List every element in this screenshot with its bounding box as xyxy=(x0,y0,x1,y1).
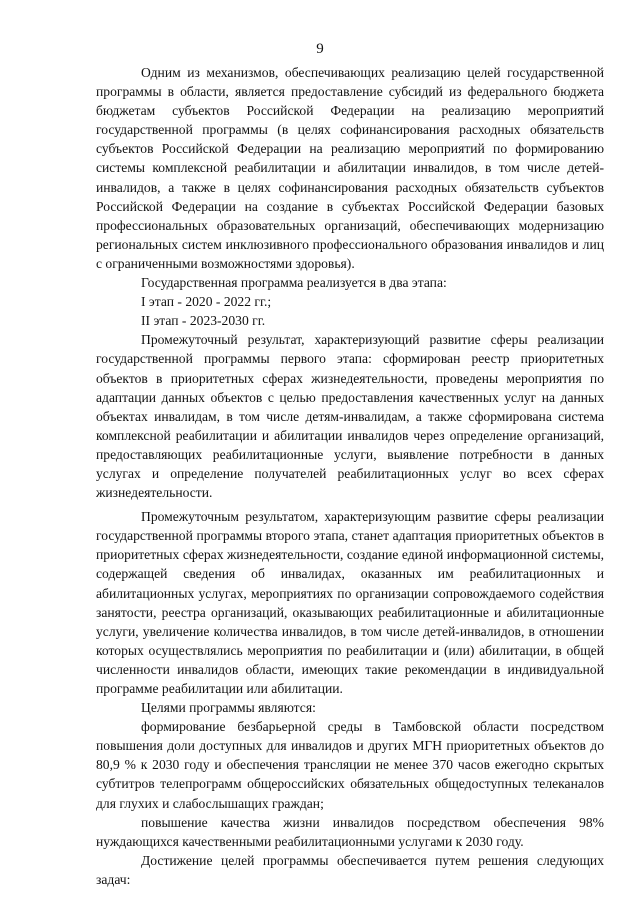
paragraph-tasks-intro: Достижение целей программы обеспечивается путем решения следующих задач: xyxy=(96,852,604,887)
paragraph-second-stage-result: Промежуточным результатом, характеризующим развитие сферы реализации государственной программы второго этапа, станет адаптация приоритетных объектов в приоритетных сферах жизнедеятельности, создание единой информационной системы, содержащей сведения об инвалидах, оказанных им реабилитационных и абилитационных услугах, мероприятиях по организации сопровождаемого содействия занятости, реестра организаций, оказывающих реабилитационные и абилитационные услуги, увеличение количества инвалидов, в том числе детей-инвалидов, в отношении которых осуществлялись мероприятия по реабилитации и (или) абилитации, в общей численности инвалидов области, имеющих такие рекомендации в индивидуальной программе реабилитации или абилитации. xyxy=(96,509,604,696)
stage-one: I этап - 2020 - 2022 гг.; xyxy=(141,294,272,310)
paragraph-goals-intro: Целями программы являются: xyxy=(141,700,316,716)
goal-item-barrier-free: формирование безбарьерной среды в Тамбовской области посредством повышения доли доступных для инвалидов и других МГН приоритетных объектов до 80,9 % к 2030 году и обеспечения трансляции не менее 370 часов ежегодно скрытых субтитров телепрограмм общероссийских обязательных общедоступных телеканалов для глухих и слабослышащих граждан; xyxy=(96,719,604,811)
paragraph-stages-intro: Государственная программа реализуется в два этапа: xyxy=(141,275,447,291)
paragraph-subsidies: Одним из механизмов, обеспечивающих реализацию целей государственной программы в области, является предоставление субсидий из федерального бюджета бюджетам субъектов Российской Федерации на реализацию мероприятий государственной программы (в целях софинансирования расходных обязательств субъектов Российской Федерации на реализацию мероприятий по формированию системы комплексной реабилитации и абилитации инвалидов, в том числе детей-инвалидов, а также в целях софинансирования расходных обязательств субъектов Российской Федерации на создание в субъектах Российской Федерации базовых профессиональных образовательных организаций, обеспечивающих модернизацию региональных систем инклюзивного профессионального образования инвалидов и лиц с ограниченными возможностями здоровья). xyxy=(96,65,604,271)
stage-two: II этап - 2023-2030 гг. xyxy=(141,313,266,329)
goal-item-quality-of-life: повышение качества жизни инвалидов посредством обеспечения 98% нуждающихся качественными реабилитационными услугами к 2030 году. xyxy=(96,814,604,849)
page-number: 9 xyxy=(316,41,324,57)
document-body xyxy=(96,63,604,889)
paragraph-first-stage-result: Промежуточный результат, характеризующий развитие сферы реализации государственной программы первого этапа: сформирован реестр приоритетных объектов в приоритетных сферах жизнедеятельности, проведены мероприятия по адаптации данных объектов с целью предоставления качественных услуг на данных объектах инвалидам, в том числе детям-инвалидам, а также сформирована система комплексной реабилитации и абилитации инвалидов через определение организаций, предоставляющих реабилитационные услуги, выявление потребности в данных услугах и определение получателей реабилитационных услуг во всех сферах жизнедеятельности. xyxy=(96,332,604,501)
